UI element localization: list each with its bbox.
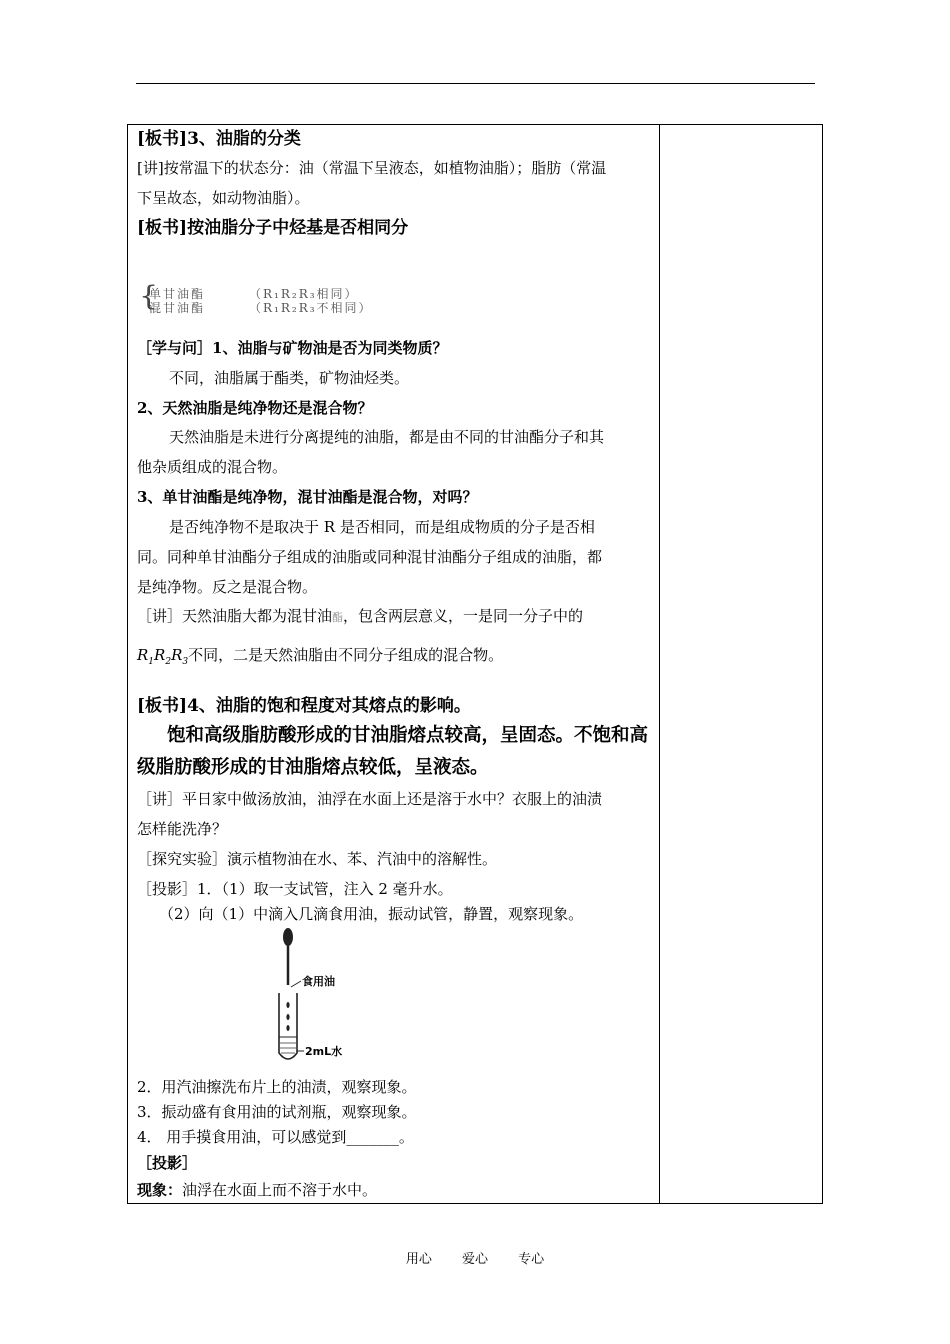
formula-mixed-name: 混甘油酯: [149, 301, 206, 315]
oil-drop: [286, 1025, 289, 1031]
r123-formula: $R_1R_2R_3$: [137, 646, 189, 667]
observation-text: 油浮在水面上而不溶于水中。: [182, 1181, 378, 1199]
content-table: [127, 124, 823, 1204]
formula-mixed-condition: （R₁R₂R₃不相同）: [249, 301, 373, 315]
projection-label: ［投影］: [137, 1154, 198, 1172]
question-1: ［学与问］1、油脂与矿物油是否为同类物质？: [137, 339, 448, 357]
page-footer: [0, 1248, 950, 1267]
brace-icon: {: [139, 280, 159, 313]
footer-word: 专心: [518, 1252, 545, 1267]
experiment-line: ［探究实验］演示植物油在水、苯、汽油中的溶解性。: [137, 850, 498, 868]
test-tube-figure: [257, 925, 377, 1070]
dropper-bulb: [283, 928, 293, 946]
answer-1: 不同，油脂属于酯类，矿物油烃类。: [169, 369, 410, 387]
header-rule: [136, 83, 815, 84]
text-line: [讲]按常温下的状态分：油（常温下呈液态，如植物油脂）；脂肪（常温: [137, 159, 607, 177]
heading-hydrocarbon: [板书]按油脂分子中烃基是否相同分: [137, 218, 409, 238]
lecture-text: 不同，二是天然油脂由不同分子组成的混合物。: [188, 646, 504, 664]
lecture-line: 怎样能洗净？: [137, 820, 228, 838]
saturation-line: 级脂肪酸形成的甘油脂熔点较低，呈液态。: [137, 757, 489, 778]
answer-2-line: 他杂质组成的混合物。: [137, 458, 288, 476]
footer-word: 用心: [405, 1252, 432, 1267]
oil-drop: [286, 1002, 289, 1008]
footer-word: 爱心: [461, 1252, 488, 1267]
heading-saturation: [板书]4、油脂的饱和程度对其熔点的影响。: [137, 696, 471, 716]
answer-3-line: 是纯净物。反之是混合物。: [137, 578, 318, 596]
column-divider: [659, 125, 660, 1203]
step-2: 2．用汽油擦洗布片上的油渍，观察现象。: [137, 1078, 417, 1096]
oil-label: 食用油: [302, 975, 335, 988]
answer-2-line: 天然油脂是未进行分离提纯的油脂，都是由不同的甘油酯分子和其: [169, 428, 605, 446]
heading-classification: [板书]3、油脂的分类: [137, 129, 301, 149]
water-label: 2mL水: [305, 1045, 343, 1058]
projection-line: （2）向（1）中滴入几滴食用油，振动试管，静置，观察现象。: [159, 905, 584, 923]
oil-drop: [286, 1014, 289, 1020]
label-leader: [291, 981, 301, 987]
lecture-line-2: [137, 645, 503, 672]
formula-simple-condition: （R₁R₂R₃相同）: [249, 287, 359, 301]
lecture-text: ［讲］天然油脂大都为混甘油: [137, 607, 333, 625]
step-3: 3．振动盛有食用油的试剂瓶，观察现象。: [137, 1103, 417, 1121]
lecture-line: ［讲］平日家中做汤放油，油浮在水面上还是溶于水中？衣服上的油渍: [137, 790, 603, 808]
observation-label: 现象：: [137, 1181, 183, 1199]
saturation-line: 饱和高级脂肪酸形成的甘油脂熔点较高，呈固态。不饱和高: [167, 725, 649, 746]
observation-line: [137, 1180, 377, 1200]
text-line: 下呈故态，如动物油脂）。: [137, 189, 310, 207]
question-2: 2、天然油脂是纯净物还是混合物？: [137, 399, 373, 417]
formula-simple-name: 单甘油酯: [149, 287, 206, 301]
answer-3-line: 是否纯净物不是取决于 R 是否相同，而是组成物质的分子是否相: [169, 518, 595, 536]
lecture-small-char: 酯: [332, 611, 344, 624]
question-3: 3、单甘油酯是纯净物，混甘油酯是混合物，对吗？: [137, 488, 478, 506]
projection-line: ［投影］1．（1）取一支试管，注入 2 毫升水。: [137, 880, 453, 898]
lecture-line: [137, 606, 583, 628]
step-4: 4． 用手摸食用油，可以感觉到_______。: [137, 1128, 414, 1146]
answer-3-line: 同。同种单甘油酯分子组成的油脂或同种混甘油酯分子组成的油脂，都: [137, 548, 603, 566]
lecture-text-rest: ，包含两层意义，一是同一分子中的: [343, 607, 584, 625]
